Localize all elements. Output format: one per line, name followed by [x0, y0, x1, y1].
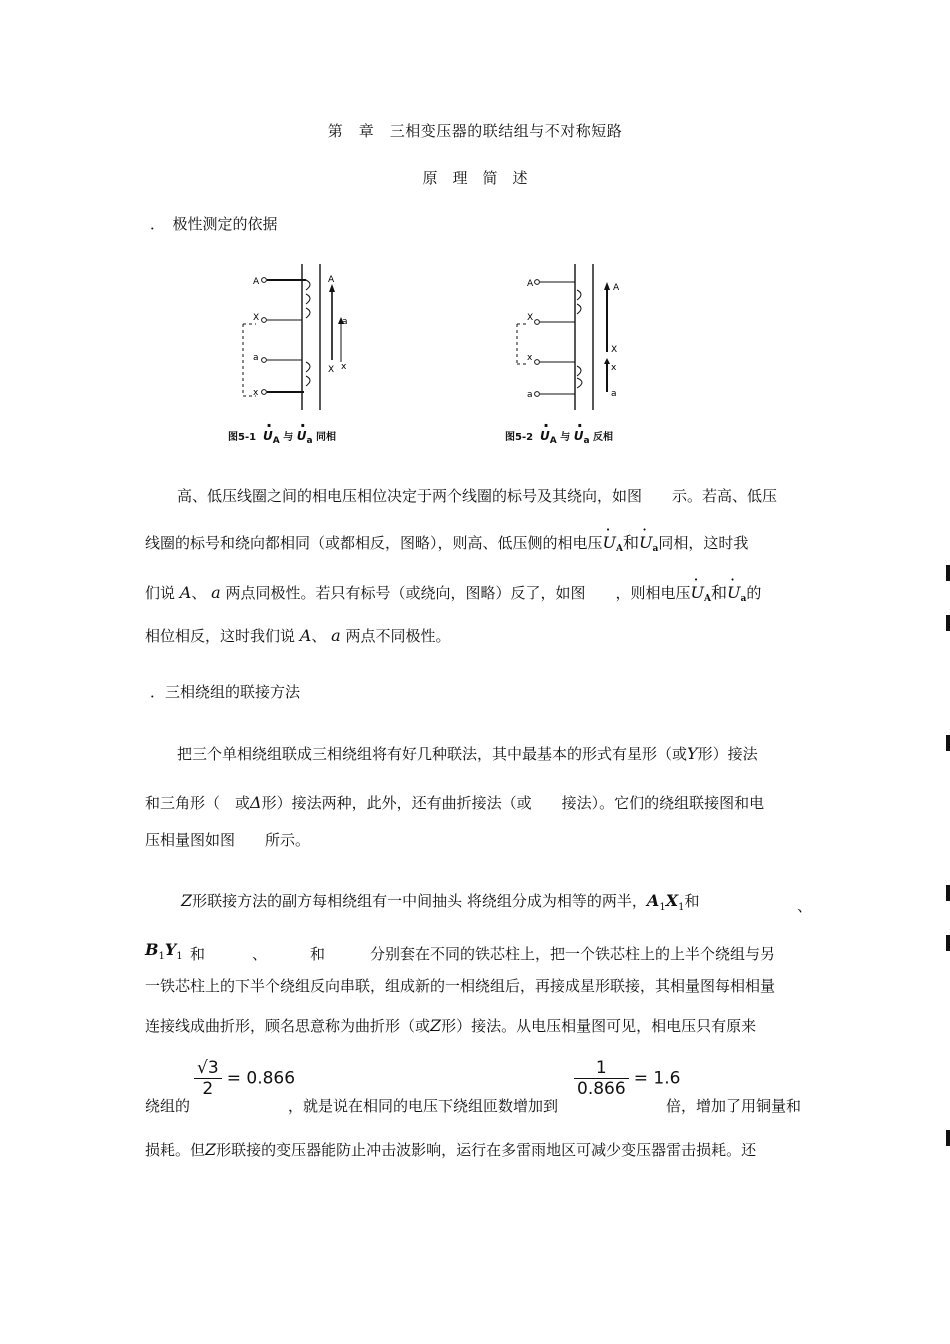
arrow-label-A: A: [328, 275, 335, 285]
para3-line2-text: 分别套在不同的铁芯柱上，把一个铁芯柱上的上半个绕组与另: [370, 945, 776, 963]
edge-mark: [946, 1130, 950, 1146]
edge-mark: [946, 615, 950, 631]
terminal-x: x: [253, 388, 259, 398]
para3-line5a: 绕组的: [145, 1097, 191, 1115]
chapter-title: 第 章 三相变压器的联结组与不对称短路: [327, 122, 623, 140]
section1-heading: ． 极性测定的依据: [150, 215, 278, 233]
arrow-label-a: a: [611, 389, 617, 399]
para3-line2-and2: 和: [310, 945, 326, 963]
para3-line4: 连接线成曲折形，顾名思意称为曲折形（或Z形）接法。从电压相量图可见，相电压只有原来: [145, 1016, 757, 1035]
arrow-label-x: x: [611, 363, 617, 373]
edge-mark: [946, 885, 950, 901]
figure-5-1-caption: 图5-1 · UA 与 · Ua 同相: [228, 428, 336, 446]
para3-line3: 一铁芯柱上的下半个绕组反向串联，组成新的一相绕组后，再接成星形联接，其相量图每相相量: [145, 977, 776, 995]
terminal-A: A: [527, 279, 534, 289]
terminal-a: a: [253, 353, 259, 363]
terminal-A: A: [253, 277, 260, 287]
arrow-label-A: A: [613, 283, 620, 293]
figure-5-2-caption: 图5-2 · UA 与 · Ua 反相: [505, 428, 613, 446]
terminal-X: X: [253, 313, 260, 323]
para3-line5b: ，就是说在相同的电压下绕组匝数增加到: [288, 1097, 559, 1115]
para3-line2-and1: 和: [190, 945, 206, 963]
edge-mark: [946, 565, 950, 581]
para3-line5c: 倍，增加了用铜量和: [666, 1097, 802, 1115]
para1-line4: 相位相反，这时我们说 A、 a 两点不同极性。: [145, 626, 451, 645]
para3-line2-sym: $B_1Y_1$: [145, 940, 183, 962]
fraction-1-over-0866: $\frac{1}{0.866}$ = 1.6: [574, 1058, 680, 1099]
section-title: 原 理 简 述: [422, 169, 528, 187]
para1-line1: 高、低压线圈之间的相电压相位决定于两个线圈的标号及其绕向，如图 示。若高、低压: [177, 487, 778, 505]
para3-line2-sep: 、: [252, 945, 268, 963]
edge-mark: [946, 935, 950, 951]
figure-5-2: [505, 262, 655, 447]
arrow-label-X: X: [611, 345, 618, 355]
para2-line1: 把三个单相绕组联成三相绕组将有好几种联法，其中最基本的形式有星形（或Y形）接法: [177, 744, 758, 763]
para3-line1: Z形联接方法的副方每相绕组有一中间抽头 将绕组分成为相等的两半，$A_1X_1$和: [181, 891, 700, 913]
para1-line3: 们说 A、 a 两点同极性。若只有标号（或绕向，图略）反了，如图 ，则相电压· $U_A$和· $U_a$的: [145, 583, 761, 609]
arrow-label-x: x: [341, 362, 347, 372]
para3-line6: 损耗。但Z形联接的变压器能防止冲击波影响，运行在多雷雨地区可减少变压器雷击损耗。还: [145, 1140, 757, 1159]
para2-line3: 压相量图如图 所示。: [145, 831, 311, 849]
fraction-sqrt3-over-2: $\frac{√3}{2}$ = 0.866: [194, 1058, 295, 1099]
para2-line2: 和三角形（ 或Δ形）接法两种，此外，还有曲折接法（或 接法）。它们的绕组联接图和电: [145, 793, 765, 812]
terminal-X: X: [527, 313, 534, 323]
terminal-x: x: [527, 353, 533, 363]
edge-mark: [946, 735, 950, 751]
terminal-a: a: [527, 390, 533, 400]
figure-5-1: [228, 262, 378, 447]
para3-line1-sep: 、: [797, 897, 813, 915]
para1-line2: 线圈的标号和绕向都相同（或都相反，图略），则高、低压侧的相电压· $U_A$和· $U_a$同相，这时我: [145, 533, 748, 559]
arrow-label-X: X: [328, 365, 335, 375]
section2-heading: ．三相绕组的联接方法: [150, 683, 301, 701]
arrow-label-a: a: [342, 317, 348, 327]
